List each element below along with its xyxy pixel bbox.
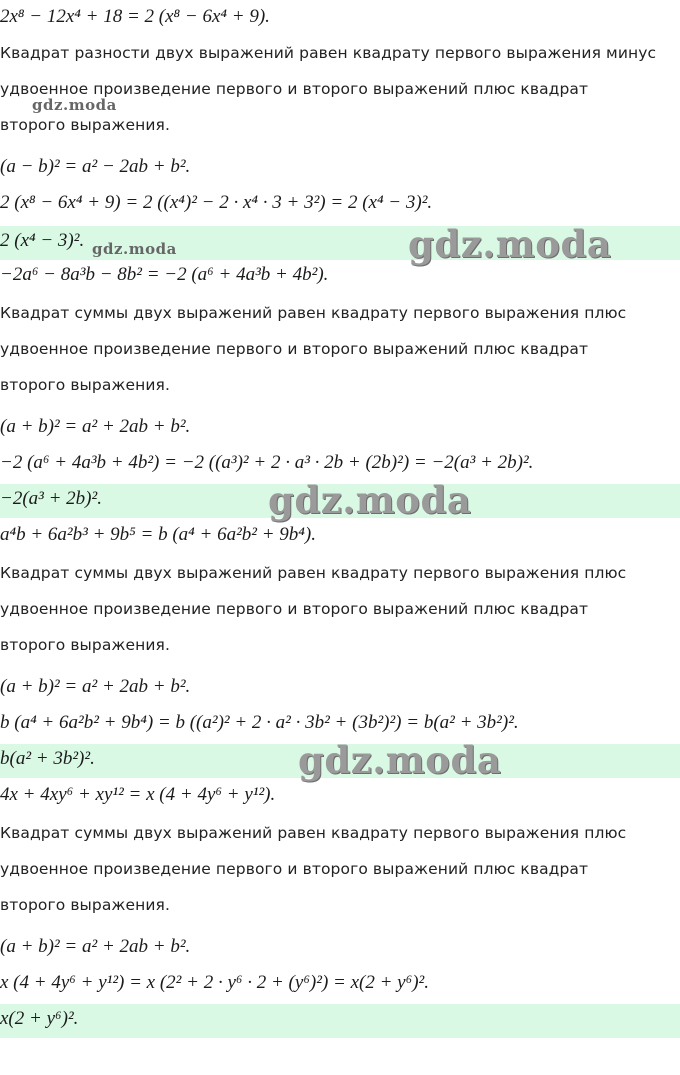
work-4: x (4 + 4y⁶ + y¹²) = x (2² + 2 · y⁶ · 2 + (y⁶)²) = x(2 + y⁶)². — [0, 972, 429, 993]
problem-4-expression: 4x + 4xy⁶ + xy¹² = x (4 + 4y⁶ + y¹²). — [0, 784, 276, 805]
formula-1: (a − b)² = a² − 2ab + b². — [0, 156, 191, 177]
rule-3-line-2: удвоенное произведение первого и второго выражений плюс квадрат — [0, 600, 589, 618]
formula-4: (a + b)² = a² + 2ab + b². — [0, 936, 191, 957]
answer-4: x(2 + y⁶)². — [0, 1008, 79, 1029]
rule-2-line-2: удвоенное произведение первого и второго выражений плюс квадрат — [0, 340, 589, 358]
rule-4-line-3: второго выражения. — [0, 896, 170, 914]
rule-2-line-1: Квадрат суммы двух выражений равен квадрату первого выражения плюс — [0, 304, 627, 322]
rule-4-line-2: удвоенное произведение первого и второго выражений плюс квадрат — [0, 860, 589, 878]
answer-4-highlight — [0, 1004, 680, 1038]
watermark-small: gdz.moda — [32, 96, 117, 114]
work-3: b (a⁴ + 6a²b² + 9b⁴) = b ((a²)² + 2 · a² · 3b² + (3b²)²) = b(a² + 3b²)². — [0, 712, 519, 733]
work-1: 2 (x⁸ − 6x⁴ + 9) = 2 ((x⁴)² − 2 · x⁴ · 3 + 3²) = 2 (x⁴ − 3)². — [0, 192, 433, 213]
answer-3: b(a² + 3b²)². — [0, 748, 95, 769]
rule-3-line-3: второго выражения. — [0, 636, 170, 654]
rule-2-line-3: второго выражения. — [0, 376, 170, 394]
watermark-large: gdz.moda — [298, 738, 502, 782]
rule-1-line-3: второго выражения. — [0, 116, 170, 134]
rule-3-line-1: Квадрат суммы двух выражений равен квадрату первого выражения плюс — [0, 564, 627, 582]
work-2: −2 (a⁶ + 4a³b + 4b²) = −2 ((a³)² + 2 · a³ · 2b + (2b)²) = −2(a³ + 2b)². — [0, 452, 534, 473]
problem-3-expression: a⁴b + 6a²b³ + 9b⁵ = b (a⁴ + 6a²b² + 9b⁴). — [0, 524, 316, 545]
answer-2: −2(a³ + 2b)². — [0, 488, 102, 509]
watermark-large: gdz.moda — [268, 478, 472, 522]
formula-3: (a + b)² = a² + 2ab + b². — [0, 676, 191, 697]
rule-4-line-1: Квадрат суммы двух выражений равен квадрату первого выражения плюс — [0, 824, 627, 842]
rule-1-line-1: Квадрат разности двух выражений равен квадрату первого выражения минус — [0, 44, 657, 62]
watermark-large: gdz.moda — [408, 222, 612, 266]
formula-2: (a + b)² = a² + 2ab + b². — [0, 416, 191, 437]
answer-1: 2 (x⁴ − 3)². — [0, 230, 85, 251]
rule-1-line-2: удвоенное произведение первого и второго выражений плюс квадрат — [0, 80, 589, 98]
watermark-small: gdz.moda — [92, 240, 177, 258]
problem-1-expression: 2x⁸ − 12x⁴ + 18 = 2 (x⁸ − 6x⁴ + 9). — [0, 6, 270, 27]
problem-2-expression: −2a⁶ − 8a³b − 8b² = −2 (a⁶ + 4a³b + 4b²). — [0, 264, 329, 285]
